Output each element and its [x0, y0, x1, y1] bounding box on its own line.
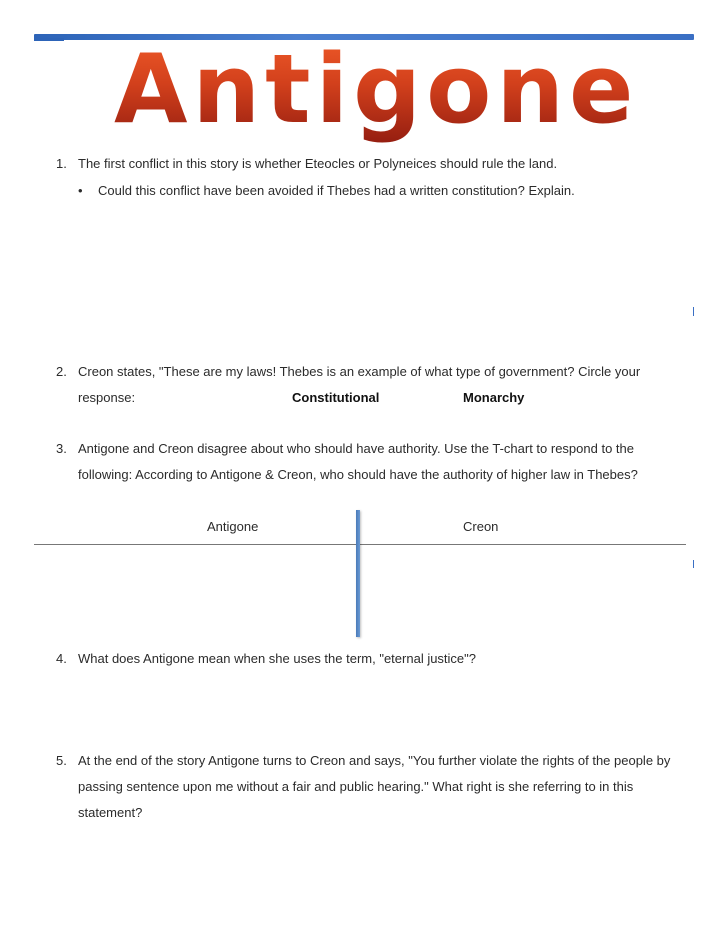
question-5	[56, 748, 681, 826]
question-4	[56, 646, 681, 672]
question-text: Antigone and Creon disagree about who should have authority. Use the T-chart to respond to the following: According to Antigone & Creon, who should have the authority of higher law in Thebes?	[78, 441, 638, 482]
choice-monarchy: Monarchy	[463, 390, 525, 405]
question-number: 3.	[56, 441, 67, 456]
question-number: 2.	[56, 364, 67, 379]
question-text: What does Antigone mean when she uses the term, "eternal justice"?	[78, 651, 477, 666]
tchart-left-label: Antigone	[207, 519, 259, 534]
edge-mark	[693, 560, 694, 568]
header-rule-speck	[34, 38, 64, 41]
question-text: Creon states, "These are my laws! Thebes is an example of what type of government? Circle your response:	[78, 364, 641, 405]
question-text: The first conflict in this story is whether Eteocles or Polyneices should rule the land.	[78, 156, 558, 171]
tchart-horizontal-line	[34, 544, 686, 545]
tchart-right-label: Creon	[463, 519, 499, 534]
bullet-text: Could this conflict have been avoided if Thebes had a written constitution? Explain.	[98, 183, 575, 198]
question-3	[56, 436, 681, 488]
bullet-icon: •	[78, 183, 83, 198]
question-number: 4.	[56, 651, 67, 666]
question-text: At the end of the story Antigone turns to Creon and says, "You further violate the rights of the people by passing sentence upon me without a fair and public hearing." What right is she referring to in this statement?	[78, 753, 671, 820]
question-1-bullet	[78, 178, 698, 204]
question-1	[56, 151, 681, 177]
tchart-vertical-line	[356, 510, 360, 637]
page-title: Antigone	[114, 30, 654, 150]
choice-constitutional: Constitutional	[292, 390, 380, 405]
edge-mark	[693, 307, 694, 316]
question-number: 1.	[56, 156, 67, 171]
question-number: 5.	[56, 753, 67, 768]
